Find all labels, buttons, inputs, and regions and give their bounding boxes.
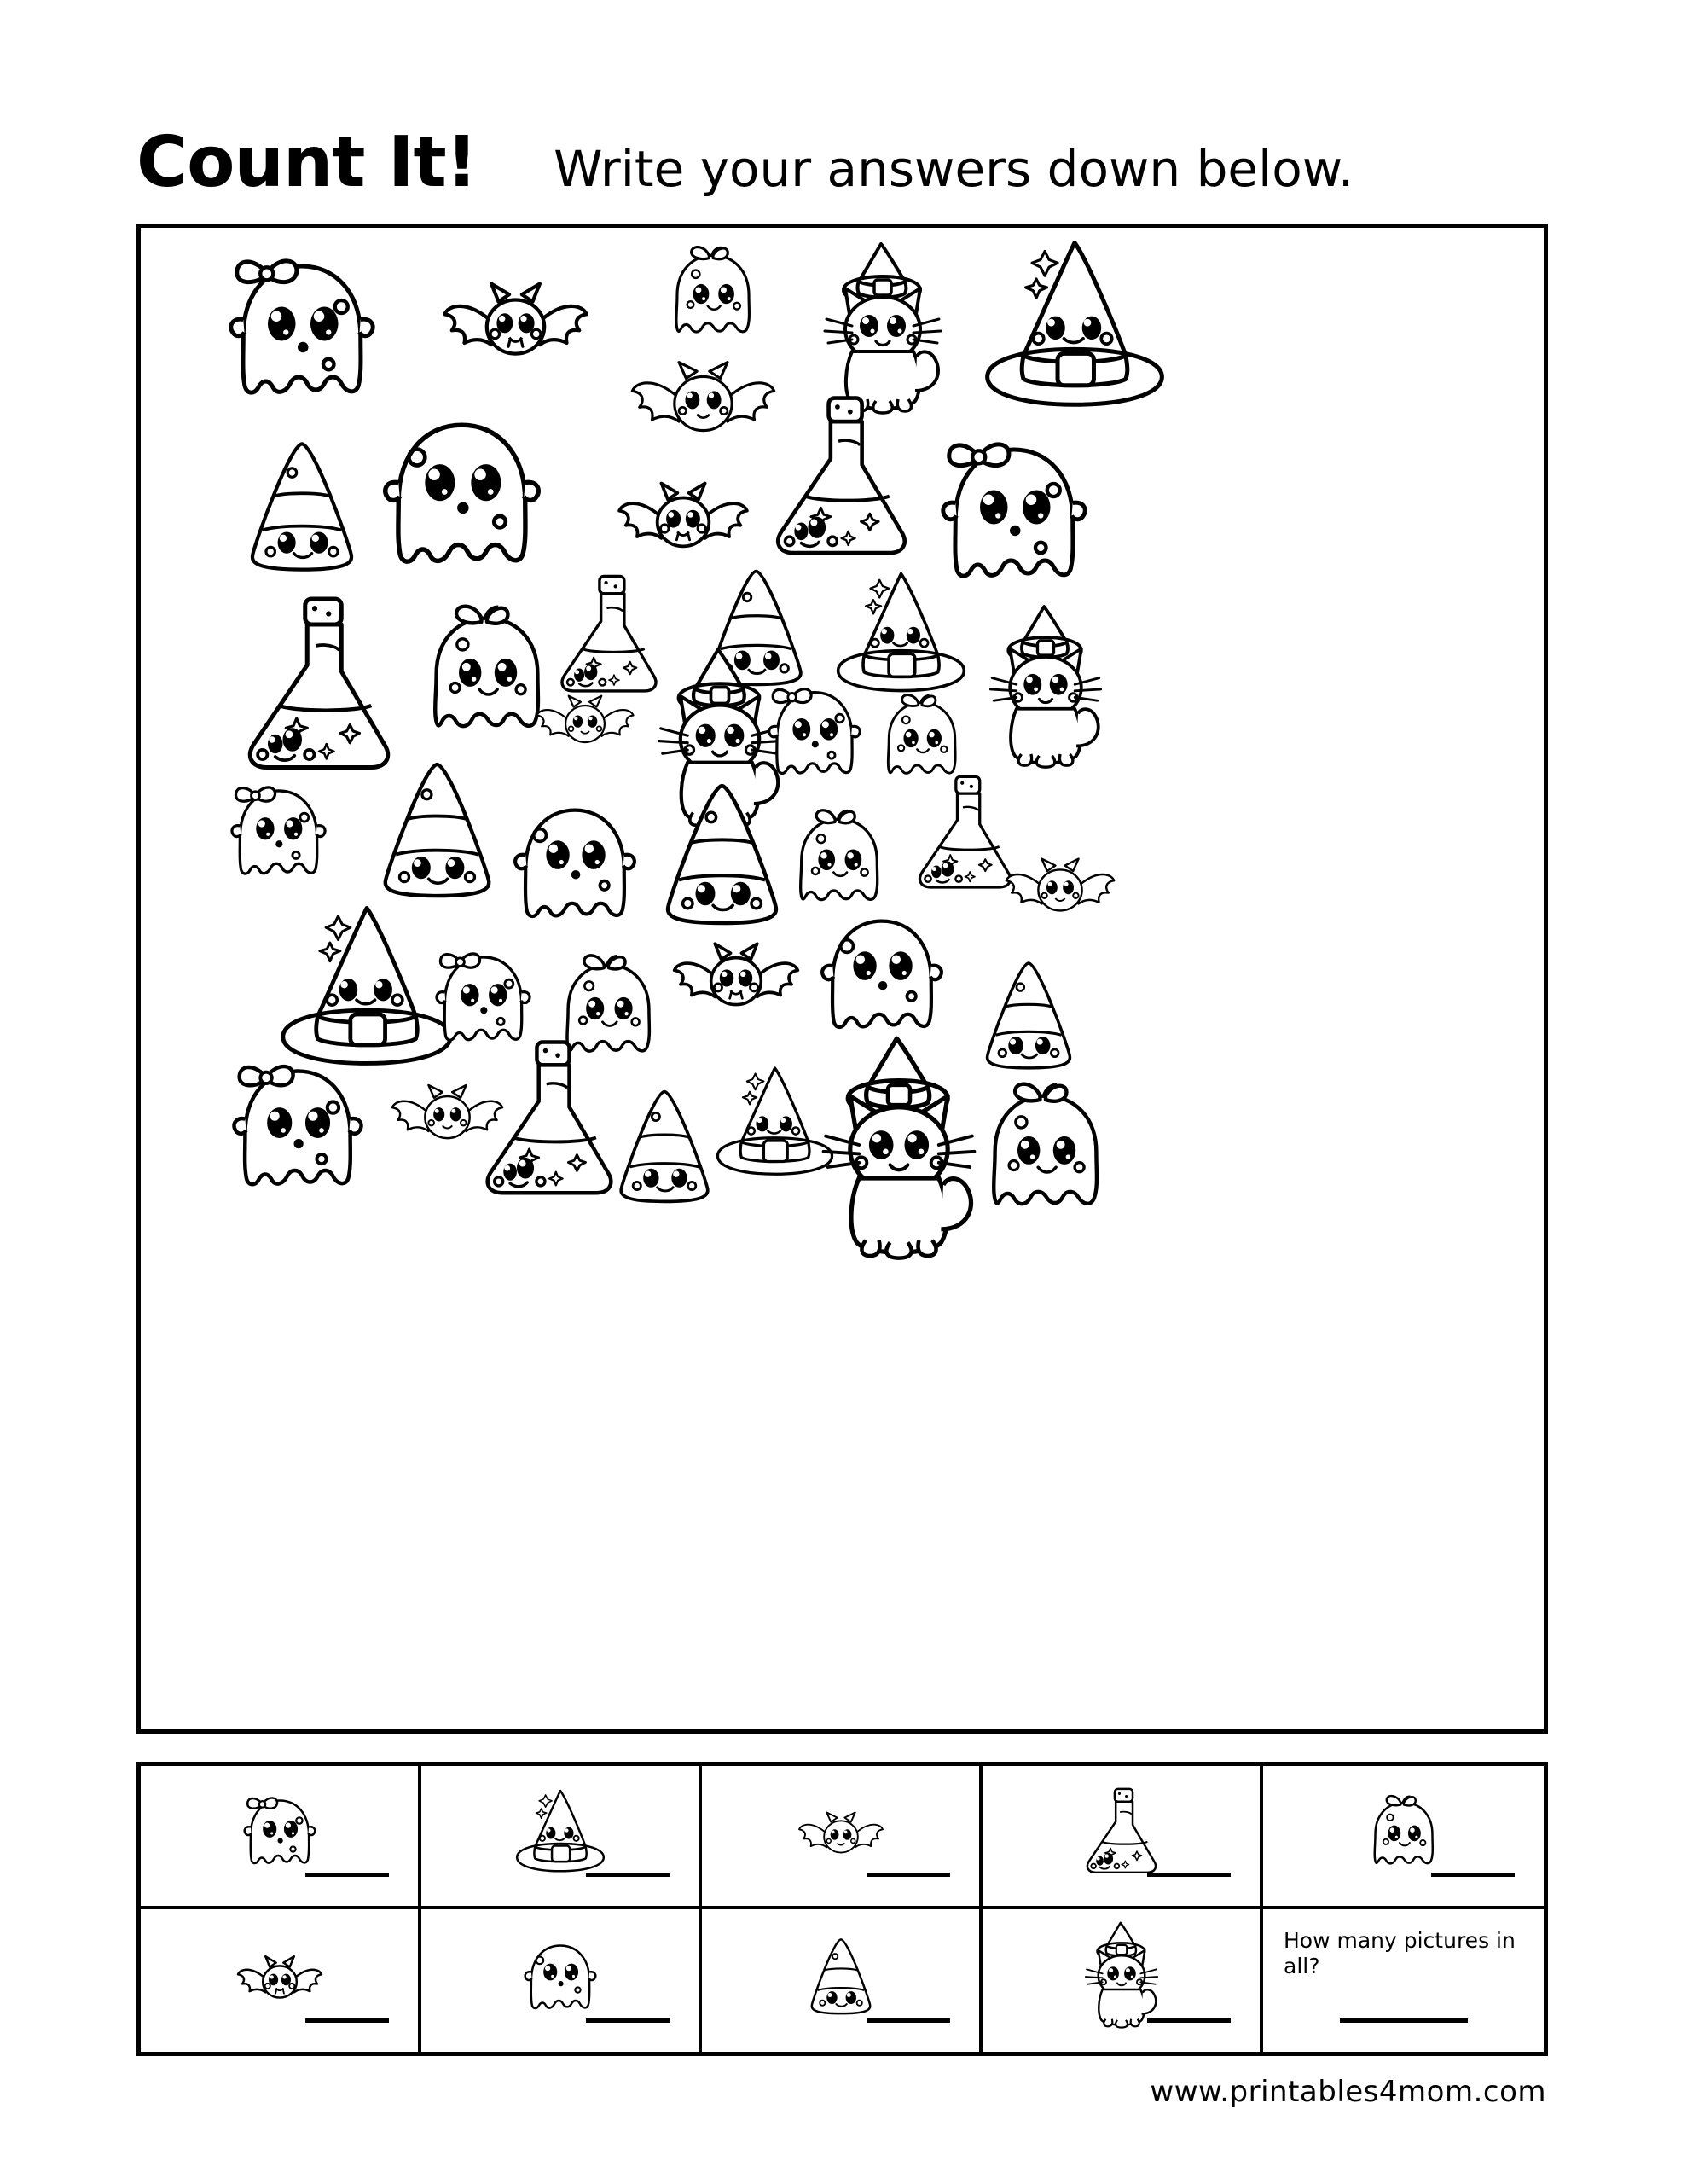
- total-question-label: How many pictures in all?: [1284, 1927, 1516, 1978]
- ghost-icon: [520, 1939, 600, 2016]
- potion-flask-icon: [1081, 1787, 1161, 1879]
- answer-blank-witch-cat[interactable]: [1147, 2018, 1231, 2023]
- answer-cell-small-bat[interactable]: [702, 1766, 983, 1909]
- candy-corn-icon: [606, 1085, 723, 1207]
- answer-cell-candy-corn[interactable]: [702, 1909, 983, 2053]
- answer-blank-small-bat[interactable]: [867, 1873, 950, 1877]
- ghost-icon: [815, 910, 949, 1036]
- answer-cell-witch-hat[interactable]: [421, 1766, 702, 1909]
- answer-blank-ghost[interactable]: [586, 2018, 670, 2023]
- bat-icon: [670, 936, 803, 1010]
- worksheet-header: [136, 122, 1552, 222]
- bat-small-icon: [533, 688, 637, 746]
- answer-cell-witch-cat[interactable]: [983, 1909, 1263, 2053]
- bat-small-icon: [627, 351, 780, 437]
- footer-url: www.printables4mom.com: [1150, 2075, 1546, 2109]
- page-title: Count It!: [136, 122, 478, 203]
- ghost-bow-icon: [934, 437, 1094, 586]
- page-subtitle: Write your answers down below.: [554, 140, 1354, 198]
- picture-field: [136, 224, 1548, 1734]
- pumpkin-ghost-icon: [785, 808, 894, 906]
- bat-small-icon: [796, 1806, 885, 1859]
- answer-cell-pumpkin-ghost[interactable]: [1263, 1766, 1544, 1909]
- answer-blank-witch-hat[interactable]: [586, 1873, 670, 1877]
- cat-witch-icon: [810, 1034, 988, 1267]
- potion-flask-icon: [768, 394, 915, 559]
- answer-blank-candy-corn[interactable]: [867, 2018, 950, 2023]
- bat-small-icon: [1002, 851, 1118, 915]
- answer-cell-ghost[interactable]: [421, 1909, 702, 2053]
- potion-flask-icon: [554, 573, 664, 695]
- answer-grid: [136, 1762, 1548, 2056]
- bat-icon: [439, 275, 592, 360]
- candy-corn-icon: [972, 957, 1085, 1073]
- bat-icon: [614, 475, 752, 552]
- potion-flask-icon: [478, 1038, 621, 1199]
- ghost-bow-icon: [763, 684, 866, 780]
- bat-icon: [235, 1951, 324, 2004]
- pumpkin-ghost-icon: [874, 693, 970, 779]
- ghost-bow-icon: [240, 1795, 319, 1872]
- pumpkin-ghost-icon: [661, 245, 765, 338]
- witch-hat-icon: [509, 1788, 611, 1878]
- cat-witch-icon: [981, 603, 1110, 774]
- pumpkin-ghost-icon: [1362, 1795, 1445, 1872]
- ghost-bow-icon: [431, 949, 536, 1047]
- cat-witch-icon: [815, 241, 951, 420]
- ghost-bow-icon: [226, 782, 331, 880]
- answer-blank-pumpkin-ghost[interactable]: [1431, 1873, 1515, 1877]
- potion-flask-icon: [239, 595, 399, 774]
- answer-blank-potion-flask[interactable]: [1147, 1873, 1231, 1877]
- candy-corn-icon: [648, 778, 796, 930]
- ghost-icon: [507, 799, 642, 925]
- answer-cell-total[interactable]: [1263, 1909, 1544, 2053]
- answer-blank-bat[interactable]: [305, 2018, 389, 2023]
- pumpkin-ghost-icon: [972, 1081, 1119, 1212]
- answer-cell-potion-flask[interactable]: [983, 1766, 1263, 1909]
- answer-cell-bat[interactable]: [141, 1909, 421, 2053]
- answer-blank-total[interactable]: [1340, 2018, 1468, 2023]
- witch-hat-icon: [972, 236, 1177, 412]
- witch-hat-icon: [827, 569, 975, 696]
- answer-blank-ghost-with-bow[interactable]: [305, 1873, 389, 1877]
- answer-cell-ghost-with-bow[interactable]: [141, 1766, 421, 1909]
- candy-corn-icon: [801, 1935, 880, 2019]
- candy-corn-icon: [367, 757, 507, 903]
- cat-witch-icon: [1079, 1920, 1163, 2034]
- candy-corn-icon: [235, 437, 369, 576]
- ghost-icon: [375, 411, 548, 572]
- ghost-bow-icon: [226, 1060, 369, 1194]
- ghost-bow-icon: [222, 253, 382, 403]
